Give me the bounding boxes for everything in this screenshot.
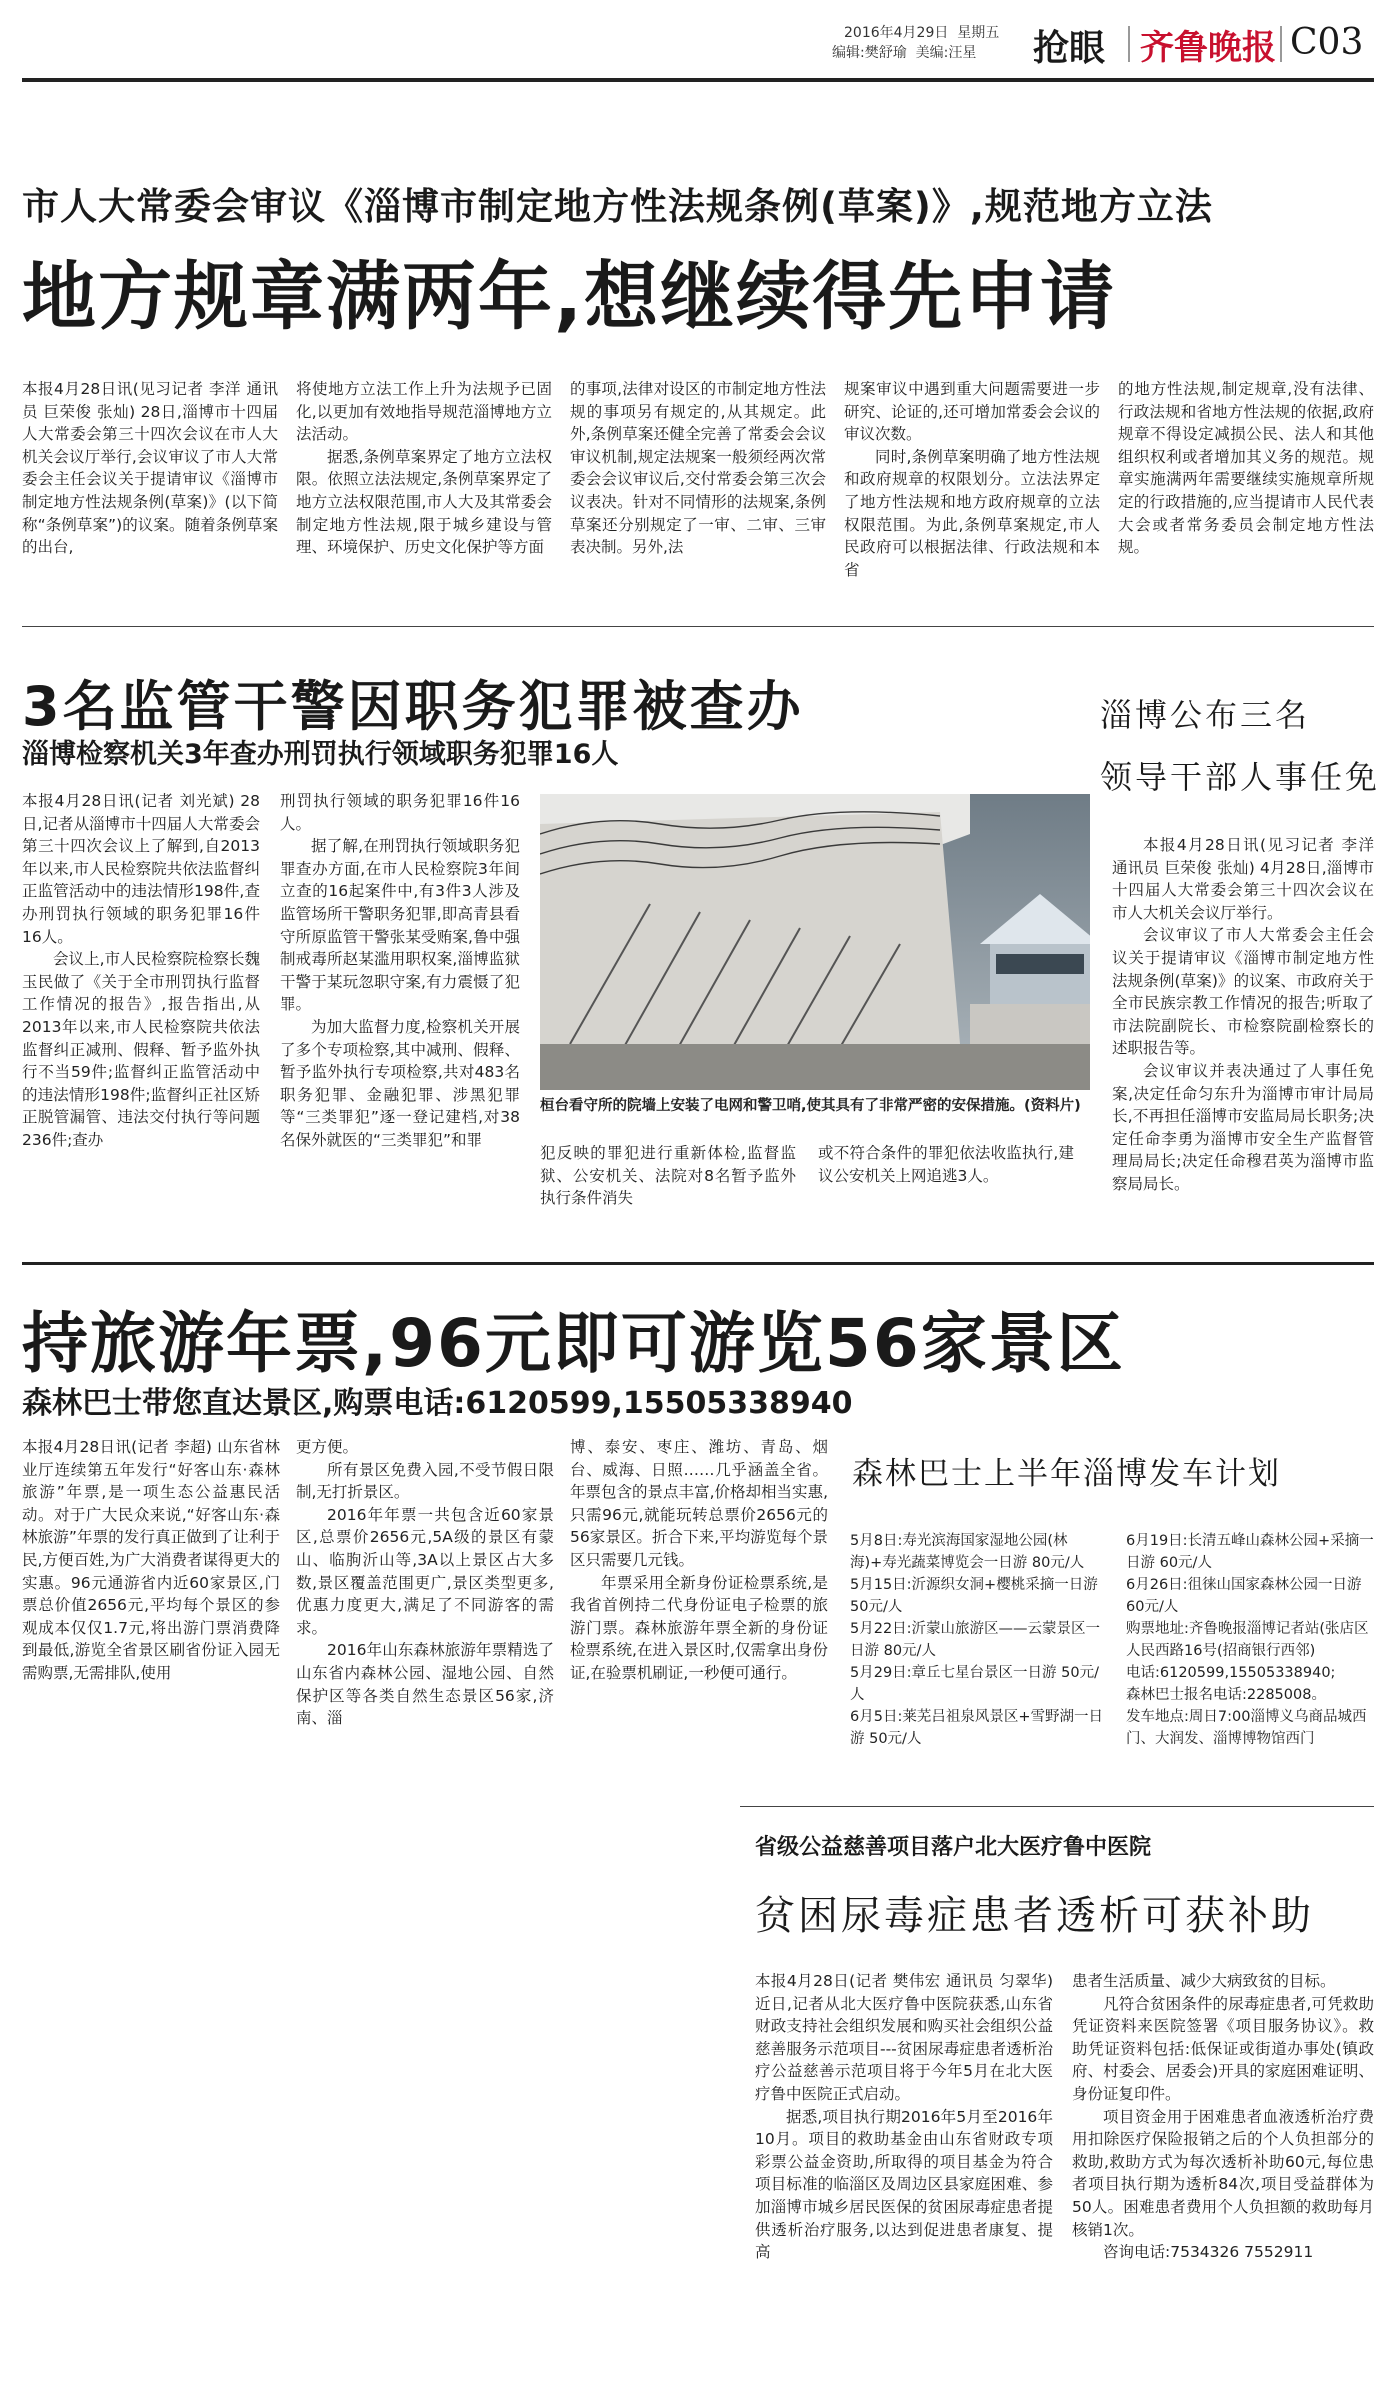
story1-col-5	[1118, 378, 1374, 608]
schedule-item: 电话:6120599,15505338940;	[1126, 1665, 1336, 1681]
rule-2	[22, 1262, 1374, 1265]
story4-col-2	[1072, 1970, 1374, 2368]
schedule-item: 6月5日:莱芜吕祖泉风景区+雪野湖一日游 50元/人	[850, 1709, 1103, 1747]
paragraph: 博、泰安、枣庄、潍坊、青岛、烟台、威海、日照……几乎涵盖全省。年票包含的景点丰富,价格却相当实惠,只需96元,就能玩转总票价2656元的56家景区。折合下来,平均游览每个景区只需要几元钱。	[570, 1438, 828, 1569]
paragraph: 本报4月28日讯(记者 刘光斌) 28日,记者从淄博市十四届人大常委会第三十四次会议上了解到,自2013年以来,市人民检察院共依法监督纠正监管活动中的违法情形198件,查办刑罚执行领域的职务犯罪16件16人。	[22, 792, 260, 946]
schedule-item: 发车地点:周日7:00淄博义乌商品城西门、大润发、淄博博物馆西门	[1126, 1709, 1367, 1747]
schedule-right	[1126, 1530, 1374, 1750]
paragraph: 据了解,在刑罚执行领域职务犯罪查办方面,在市人民检察院3年间立查的16起案件中,有3件3人涉及监管场所干警职务犯罪,即高青县看守所原监管干警张某受贿案,鲁中强制戒毒所赵某滥用职权案,淄博监狱干警于某玩忽职守案,有力震慑了犯罪。	[280, 837, 520, 1014]
paper-logo: 齐鲁晚报	[1140, 28, 1276, 68]
schedule-left	[850, 1530, 1112, 1750]
section-name: 抢眼	[1033, 28, 1106, 69]
paragraph: 更方便。	[296, 1438, 359, 1456]
story1-col-1	[22, 378, 278, 608]
schedule-item: 5月22日:沂蒙山旅游区——云蒙景区一日游 80元/人	[850, 1621, 1101, 1659]
paragraph: 的地方性法规,制定规章,没有法律、行政法规和省地方性法规的依据,政府规章不得设定减损公民、法人和其他组织权利或者增加其义务的规范。规章实施满两年需要继续实施规章所规定的行政措施的,应当提请市人民代表大会或者常务委员会制定地方性法规。	[1118, 380, 1374, 557]
story2-subtitle: 淄博检察机关3年查办刑罚执行领域职务犯罪16人	[22, 739, 619, 770]
paragraph: 本报4月28日(记者 樊伟宏 通讯员 匀翠华) 近日,记者从北大医疗鲁中医院获悉,山东省财政支持社会组织发展和购买社会组织公益慈善服务示范项目---贫困尿毒症患者透析治疗公益慈善示范项目将于今年5月在北大医疗鲁中医院正式启动。	[755, 1972, 1053, 2103]
story3-title: 持旅游年票,96元即可游览56家景区	[22, 1305, 1125, 1382]
story2-bottom-col-1	[540, 1142, 796, 1246]
story2-title: 3名监管干警因职务犯罪被查办	[22, 675, 804, 738]
story2-col-1	[22, 790, 260, 1246]
paragraph: 将使地方立法工作上升为法规予已固化,以更加有效地指导规范淄博地方立法活动。	[296, 380, 552, 444]
schedule-item: 6月19日:长清五峰山森林公园+采摘一日游 60元/人	[1126, 1533, 1374, 1571]
rule-3	[740, 1806, 1374, 1807]
story2-col-2	[280, 790, 520, 1246]
schedule-item: 购票地址:齐鲁晚报淄博记者站(张店区人民西路16号(招商银行西邻)	[1126, 1621, 1369, 1659]
paragraph: 本报4月28日讯(记者 李超) 山东省林业厅连续第五年发行“好客山东·森林旅游”年票,是一项生态公益惠民活动。对于广大民众来说,“好客山东·森林旅游”年票的发行真正做到了让利于民,方便百姓,为广大消费者谋得更大的实惠。96元通游省内近60家景区,门票总价值2656元,平均每个景区的参观成本仅仅1.7元,将出游门票消费降到最低,游览全省景区刷省份证入园无需购票,无需排队,使用	[22, 1438, 280, 1682]
story4-kicker: 省级公益慈善项目落户北大医疗鲁中医院	[755, 1835, 1152, 1860]
story4-col-1	[755, 1970, 1053, 2368]
page-number: C03	[1290, 22, 1364, 63]
paragraph: 患者生活质量、减少大病致贫的目标。	[1072, 1972, 1336, 1990]
story1-col-2	[296, 378, 552, 608]
header-designer: 美编:汪星	[915, 45, 977, 61]
paragraph: 据悉,项目执行期2016年5月至2016年10月。项目的救助基金由山东省财政专项彩票公益金资助,所取得的项目基金为符合项目标准的临淄区及周边区县家庭困难、参加淄博市城乡居民医保的贫困尿毒症患者提供透析治疗服务,以达到促进患者康复、提高	[755, 2107, 1053, 2262]
photo-caption: 桓台看守所的院墙上安装了电网和警卫哨,使其具有了非常严密的安保措施。(资料片)	[540, 1098, 1081, 1114]
paragraph: 2016年山东森林旅游年票精选了山东省内森林公园、湿地公园、自然保护区等各类自然生态景区56家,济南、淄	[296, 1641, 554, 1728]
schedule-item: 5月8日:寿光滨海国家湿地公园(林海)+寿光蔬菜博览会一日游 80元/人	[850, 1533, 1085, 1571]
header-date: 2016年4月29日	[844, 25, 949, 41]
paragraph: 据悉,条例草案界定了地方立法权限。依照立法法规定,条例草案界定了地方立法权限范围,市人大及其常委会制定地方性法规,限于城乡建设与管理、环境保护、历史文化保护等方面	[296, 447, 552, 557]
schedule-item: 5月29日:章丘七星台景区一日游 50元/人	[850, 1665, 1100, 1703]
story1-title: 地方规章满两年,想继续得先申请	[22, 254, 1117, 340]
paragraph: 刑罚执行领域的职务犯罪16件16人。	[280, 792, 520, 833]
paragraph: 的事项,法律对设区的市制定地方性法规的事项另有规定的,从其规定。此外,条例草案还健全完善了常委会会议审议机制,规定法规案一般须经两次常委会会议审议后,交付常委会第三次会议表决。针对不同情形的法规案,条例草案还分别规定了一审、二审、三审表决制。另外,法	[570, 380, 826, 557]
story1-col-4	[844, 378, 1100, 608]
story3-subtitle: 森林巴士带您直达景区,购票电话:6120599,15505338940	[22, 1386, 853, 1421]
story1-col-3	[570, 378, 826, 608]
paragraph: 犯反映的罪犯进行重新体检,监督监狱、公安机关、法院对8名暂予监外执行条件消失	[540, 1144, 796, 1208]
paragraph: 咨询电话:7534326 7552911	[1103, 2243, 1314, 2262]
schedule-item: 5月15日:沂源织女洞+樱桃采摘一日游 50元/人	[850, 1577, 1098, 1615]
paragraph: 所有景区免费入园,不受节假日限制,无打折景区。	[296, 1460, 554, 1502]
side-title-line2: 领导干部人事任免	[1100, 758, 1381, 796]
side-title-line1: 淄博公布三名	[1100, 696, 1311, 734]
paragraph: 2016年年票一共包含近60家景区,总票价2656元,5A级的景区有蒙山、临朐沂山等,3A以上景区占大多数,景区覆盖范围更广,景区类型更多,优惠力度更大,满足了不同游客的需求。	[296, 1505, 554, 1637]
paragraph: 年票采用全新身份证检票系统,是我省首例持二代身份证电子检票的旅游门票。森林旅游年票全新的身份证检票系统,在进入景区时,仅需拿出身份证,在验票机刷证,一秒便可通行。	[570, 1573, 828, 1682]
schedule-title: 森林巴士上半年淄博发车计划	[852, 1456, 1281, 1492]
header-editor: 编辑:樊舒瑜	[832, 45, 907, 61]
rule-1	[22, 626, 1374, 627]
story2-bottom-col-2	[818, 1142, 1074, 1246]
paragraph: 同时,条例草案明确了地方性法规和政府规章的权限划分。立法法界定了地方性法规和地方政府规章的立法权限范围。为此,条例草案规定,市人民政府可以根据法律、行政法规和本省	[844, 447, 1100, 579]
side-para-2: 会议审议了市人大常委会主任会议关于提请审议《淄博市制定地方性法规条例(草案)》的议案、市政府关于全市民族宗教工作情况的报告;听取了市法院副院长、市检察院副检察长的述职报告等。	[1112, 926, 1374, 1058]
side-para-3: 会议审议并表决通过了人事任免案,决定任命匀东升为淄博市审计局局长,不再担任淄博市安监局局长职务;决定任命李勇为淄博市安全生产监督管理局局长;决定任命穆君英为淄博市监察局局长。	[1112, 1061, 1374, 1193]
schedule-item: 6月26日:徂徕山国家森林公园一日游 60元/人	[1126, 1577, 1362, 1615]
paragraph: 规案审议中遇到重大问题需要进一步研究、论证的,还可增加常委会会议的审议次数。	[844, 380, 1100, 444]
story1-kicker: 市人大常委会审议《淄博市制定地方性法规条例(草案)》,规范地方立法	[22, 185, 1213, 228]
story3-col-2	[296, 1436, 554, 1776]
story3-col-3	[570, 1436, 828, 1776]
paragraph: 或不符合条件的罪犯依法收监执行,建议公安机关上网追逃3人。	[818, 1144, 1074, 1185]
header-date-line	[844, 24, 999, 42]
paragraph: 本报4月28日讯(见习记者 李洋 通讯员 巨荣俊 张灿) 28日,淄博市十四届人大常委会第三十四次会议在市人大机关会议厅举行,会议审议了市人大常委会主任会议关于提请审议《淄博市制定地方性法规条例(草案)》(以下简称“条例草案”)的议案。随着条例草案的出台,	[22, 380, 278, 557]
header-divider-2	[1280, 26, 1282, 62]
header-weekday: 星期五	[957, 25, 1000, 41]
side-para-1: 本报4月28日讯(见习记者 李洋 通讯员 巨荣俊 张灿) 4月28日,淄博市十四届人大常委会第三十四次会议在市人大机关会议厅举行。	[1112, 836, 1374, 922]
paragraph: 凡符合贫困条件的尿毒症患者,可凭救助凭证资料来医院签署《项目服务协议》。救助凭证资料包括:低保证或街道办事处(镇政府、村委会、居委会)开具的家庭困难证明、身份证复印件。	[1072, 1994, 1374, 2103]
story4-title: 贫困尿毒症患者透析可获补助	[755, 1893, 1314, 1939]
prison-wall-photo	[540, 794, 1090, 1090]
header-divider	[1128, 26, 1130, 62]
paragraph: 为加大监督力度,检察机关开展了多个专项检察,其中减刑、假释、暂予监外执行专项检察,共对483名职务犯罪、金融犯罪、涉黑犯罪等“三类罪犯”逐一登记建档,对38名保外就医的“三类罪犯”和罪	[280, 1017, 520, 1149]
paragraph: 项目资金用于困难患者血液透析治疗费用扣除医疗保险报销之后的个人负担部分的救助,救助方式为每次透析补助60元,每位患者项目执行期为透析84次,项目受益群体为50人。困难患者费用个人负担额的救助每月核销1次。	[1072, 2107, 1374, 2239]
header-rule	[22, 78, 1374, 82]
paragraph: 会议上,市人民检察院检察长魏玉民做了《关于全市刑罚执行监督工作情况的报告》,报告指出,从2013年以来,市人民检察院共依法监督纠正减刑、假释、暂予监外执行不当59件;监督纠正监管活动中的违法情形198件;监督纠正社区矫正脱管漏管、违法交付执行等问题236件;查办	[22, 950, 260, 1149]
header-credits	[832, 44, 976, 62]
schedule-item: 森林巴士报名电话:2285008。	[1126, 1687, 1326, 1703]
side-story-body	[1112, 834, 1374, 1246]
story3-col-1	[22, 1436, 280, 1776]
